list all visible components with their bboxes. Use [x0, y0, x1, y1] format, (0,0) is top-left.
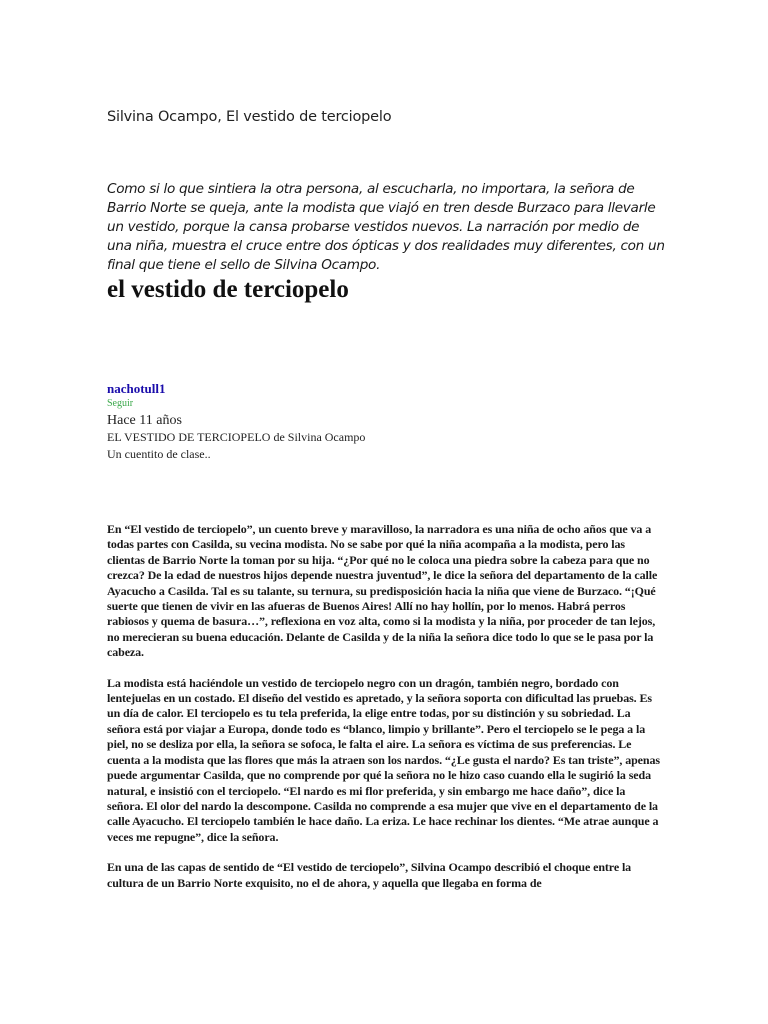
story-title-line [107, 429, 365, 446]
story-title: EL VESTIDO DE TERCIOPELO [107, 430, 271, 444]
story-subtitle: Un cuentito de clase.. [107, 447, 211, 461]
paragraph-2: La modista está haciéndole un vestido de terciopelo negro con un dragón, también negro, bordado con lentejuelas en un costado. El diseño del vestido es apretado, y la señora soporta con dificultad las pruebas. Es un día de calor. El terciopelo es tu tela preferida, la elige entre todas, por su distinción y su sobriedad. La señora está por viajar a Europa, donde todo es “blanco, limpio y brillante”. Pero el terciopelo se le pega a la piel, no se desliza por ella, la señora se sofoca, le falta el aire. La señora es víctima de sus preferencias. Le cuenta a la modista que las flores que más la atraen son los nardos. “¿Le gusta el nardo? Es tan triste”, apenas puede argumentar Casilda, que no comprende por qué la señora no le hizo caso cuando ella le sugirió la seda natural, e insistió con el terciopelo. “El nardo es mi flor preferida, y sin embargo me hace daño”, dice la señora. El olor del nardo la descompone. Casilda no comprende a esa mujer que vive en el departamento de la calle Ayacucho. El terciopelo también le hace daño. La eriza. Le hace rechinar los dientes. “Me atrae aunque a veces me repugne”, dice la señora. [107, 675, 660, 844]
story-author: de Silvina Ocampo [273, 430, 366, 444]
follow-link[interactable]: Seguir [107, 398, 134, 409]
paragraph-1: En “El vestido de terciopelo”, un cuento breve y maravilloso, la narradora es una niña de ocho años que va a todas partes con Casilda, su vecina modista. No se sabe por qué la niña acompaña a la modista, pero las clientas de Barrio Norte la toman por su hija. “¿Por qué no le coloca una piedra sobre la cabeza para que no crezca? De la edad de nuestros hijos depende nuestra juventud”, le dice la señora del departamento de la calle Ayacucho a Casilda. Tal es su talante, su ternura, su predisposición hacia la niña que viene de Burzaco. “¡Qué suerte que tienen de vivir en las afueras de Buenos Aires! Allí no hay hollín, por lo menos. Habrá perros rabiosos y quema de basura…”, reflexiona en voz alta, como si la modista y la niña, por proceder de tan lejos, no merecieran su buena educación. Delante de Casilda y de la niña la señora dice todo lo que se le pasa por la cabeza. [107, 522, 658, 660]
publish-time: Hace 11 años [107, 413, 182, 428]
article-body [107, 522, 662, 906]
document-summary: Como si lo que sintiera la otra persona, al escucharla, no importara, la señora de Barrio Norte se queja, ante la modista que viajó en tren desde Burzaco para llevarle un vestido, porque la cansa probarse vestidos nuevos. La narración por medio de una niña, muestra el cruce entre dos ópticas y dos realidades muy diferentes, con un final que tiene el sello de Silvina Ocampo. [107, 181, 665, 273]
story-heading: el vestido de terciopelo [107, 276, 349, 303]
author-block [107, 381, 365, 463]
paragraph-3: En una de las capas de sentido de “El vestido de terciopelo”, Silvina Ocampo describió el choque entre la cultura de un Barrio Norte exquisito, no el de ahora, y aquella que llegaba en forma de [107, 860, 632, 890]
author-name-link[interactable]: nachotull1 [107, 381, 166, 396]
document-title: Silvina Ocampo, El vestido de terciopelo [107, 109, 392, 125]
